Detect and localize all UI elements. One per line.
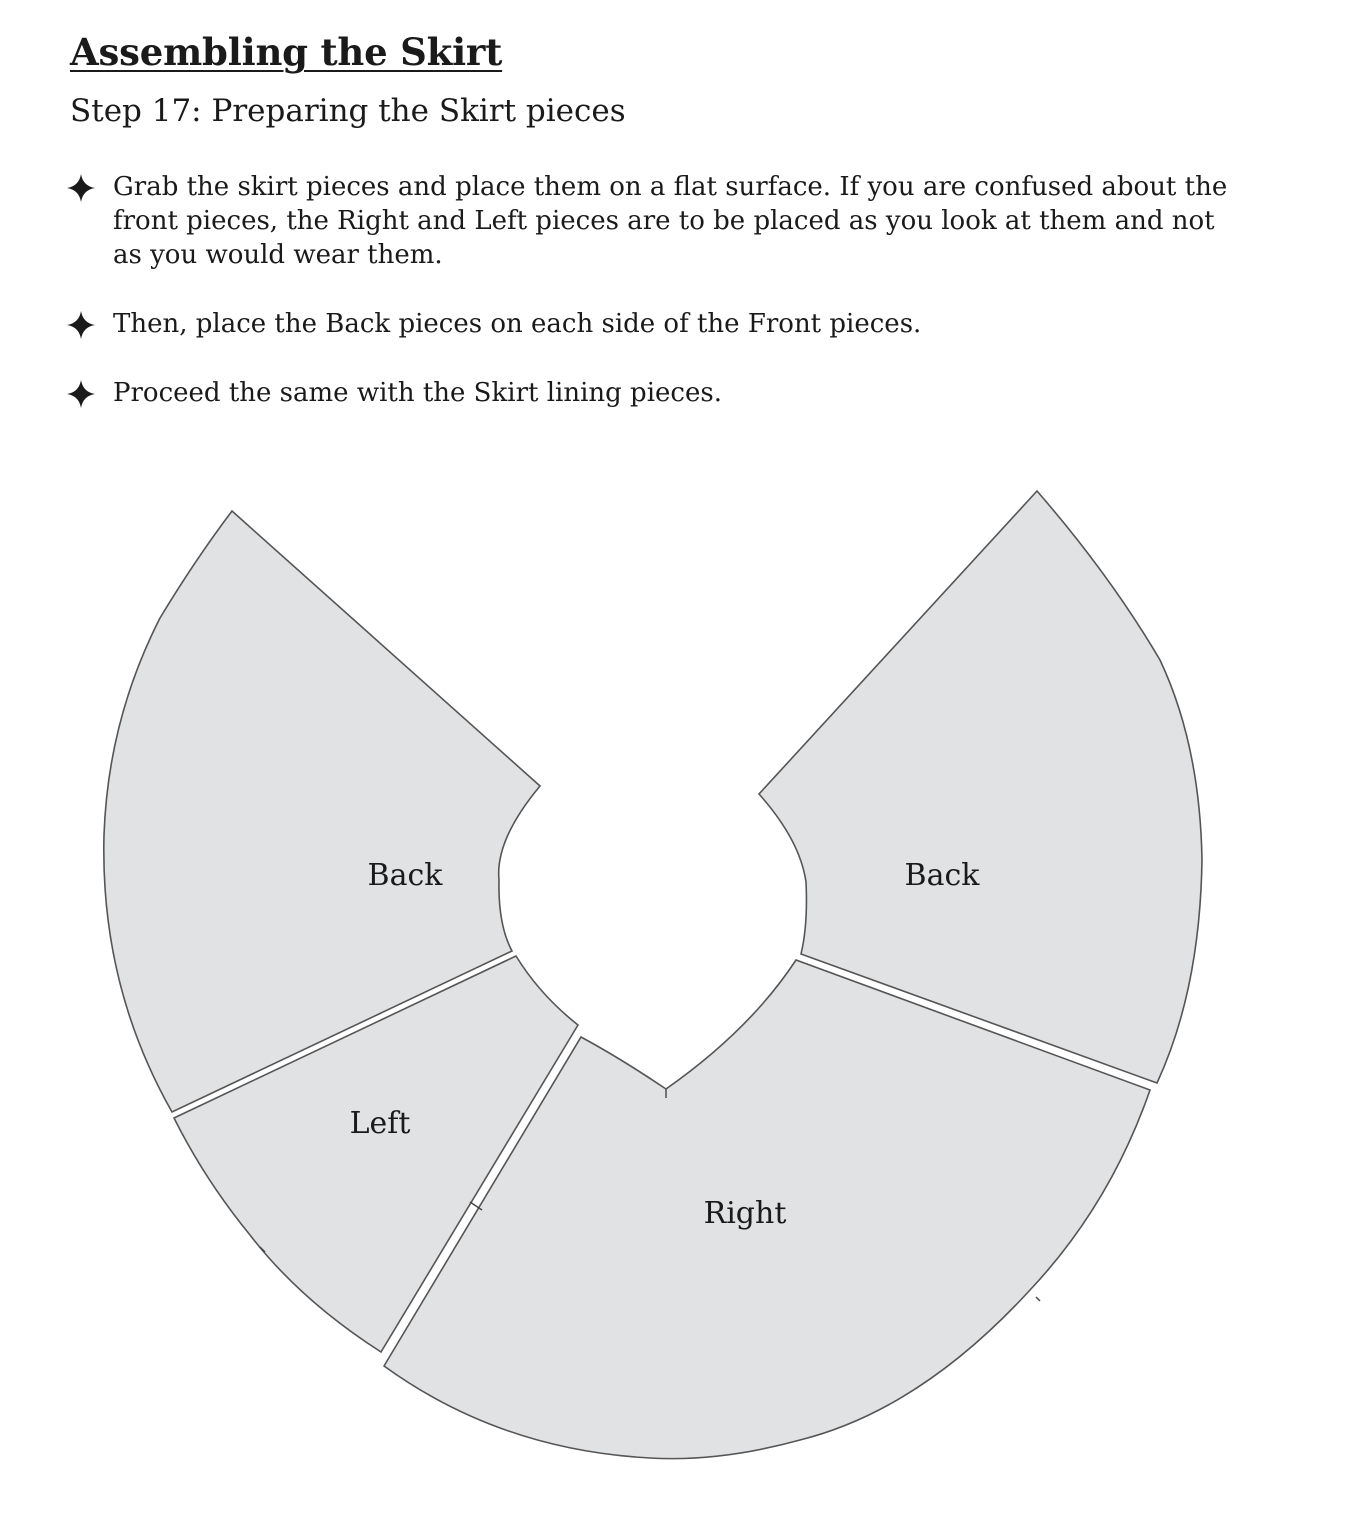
step-heading: Step 17: Preparing the Skirt pieces bbox=[70, 93, 626, 129]
instruction-text: Grab the skirt pieces and place them on a flat surface. If you are confused about the front pieces, the Right and Left pieces are to be placed as you look at them and not as you would wear them. bbox=[113, 172, 1228, 270]
piece-label-right: Right bbox=[703, 1196, 787, 1231]
notch-mark bbox=[1036, 1297, 1040, 1301]
piece-label-back-left: Back bbox=[367, 858, 443, 893]
piece-label-left: Left bbox=[349, 1106, 411, 1141]
page-title: Assembling the Skirt bbox=[70, 30, 503, 74]
instruction-text: Then, place the Back pieces on each side of the Front pieces. bbox=[113, 309, 922, 339]
piece-label-back-right: Back bbox=[904, 858, 980, 893]
instruction-text: Proceed the same with the Skirt lining pieces. bbox=[113, 378, 722, 408]
